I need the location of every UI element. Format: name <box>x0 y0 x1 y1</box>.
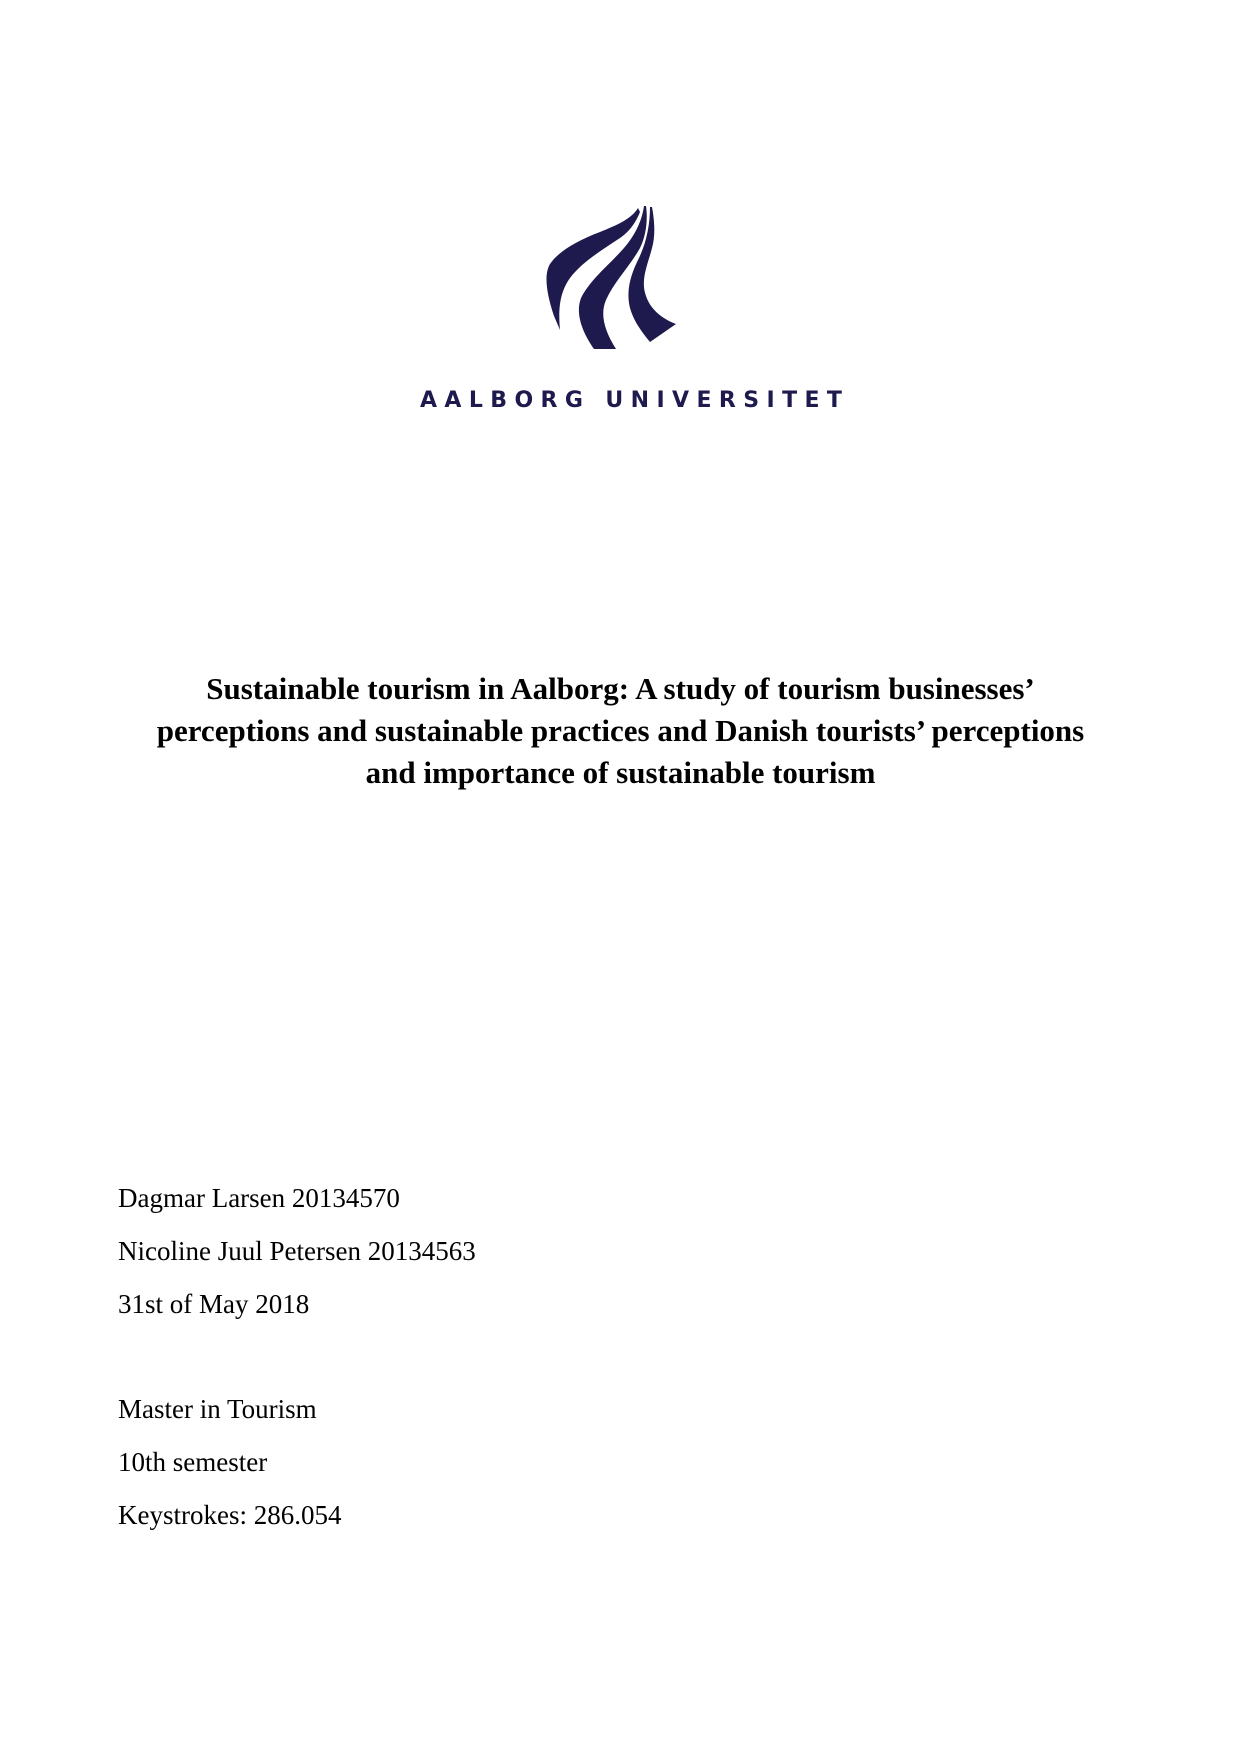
author-1: Dagmar Larsen 20134570 <box>118 1183 400 1213</box>
submission-date: 31st of May 2018 <box>118 1289 310 1319</box>
document-title <box>100 668 1141 794</box>
semester: 10th semester <box>118 1447 268 1477</box>
title-line: Sustainable tourism in Aalborg: A study of tourism businesses’ <box>206 671 1035 706</box>
author-2: Nicoline Juul Petersen 20134563 <box>118 1236 476 1266</box>
title-line: and importance of sustainable tourism <box>365 755 876 790</box>
program: Master in Tourism <box>118 1394 317 1424</box>
university-logo-icon <box>536 204 680 349</box>
keystrokes: Keystrokes: 286.054 <box>118 1500 342 1530</box>
university-name: AALBORG UNIVERSITET <box>420 388 850 413</box>
title-line: perceptions and sustainable practices and Danish tourists’ perceptions <box>156 713 1085 748</box>
